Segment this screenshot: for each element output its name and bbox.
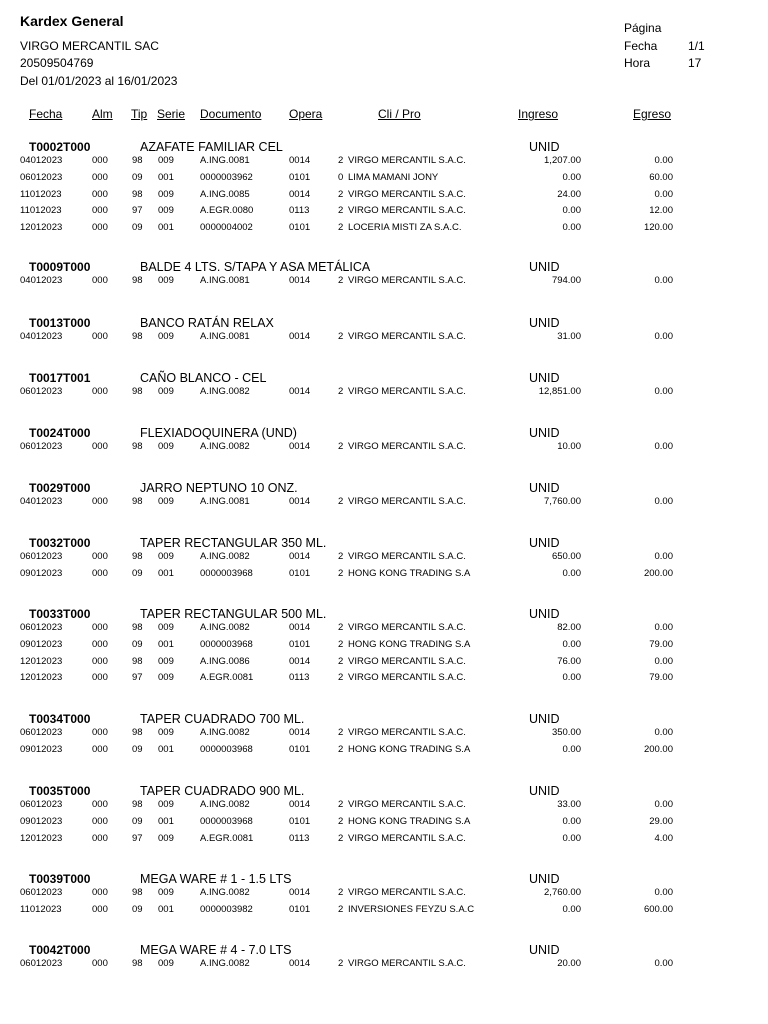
cell-cli-pro: LOCERIA MISTI ZA S.A.C.	[348, 222, 462, 234]
cell-ingreso: 350.00	[551, 727, 581, 738]
product-unit: UNID	[529, 943, 560, 957]
cell-ingreso: 20.00	[557, 958, 581, 969]
cell-tip: 98	[132, 622, 143, 633]
cell-documento: 0000003968	[200, 638, 253, 650]
cell-fecha: 11012023	[20, 903, 62, 915]
cell-opera: 0113	[289, 205, 310, 217]
col-tip: Tip	[131, 107, 148, 121]
report-period: Del 01/01/2023 al 16/01/2023	[20, 74, 178, 88]
cell-ingreso: 33.00	[557, 799, 581, 810]
cell-flag: 2	[338, 496, 344, 507]
cell-alm: 000	[92, 205, 108, 217]
product-description: TAPER CUADRADO 900 ML.	[140, 784, 305, 798]
cell-ingreso: 794.00	[551, 275, 581, 286]
cell-documento: A.ING.0082	[200, 441, 250, 452]
cell-fecha: 04012023	[20, 275, 63, 286]
cell-serie: 001	[158, 815, 174, 827]
cell-egreso: 29.00	[649, 815, 673, 827]
cell-opera: 0014	[289, 887, 311, 898]
cell-documento: A.ING.0081	[200, 155, 250, 166]
cell-ingreso: 0.00	[562, 567, 581, 579]
cell-documento: 0000003968	[200, 567, 253, 579]
cell-alm: 000	[92, 275, 108, 286]
cell-cli-pro: VIRGO MERCANTIL S.A.C.	[348, 551, 466, 562]
cell-serie: 009	[158, 551, 174, 562]
cell-alm: 000	[92, 171, 108, 183]
company-ruc: 20509504769	[20, 56, 94, 70]
cell-egreso: 0.00	[654, 331, 673, 342]
cell-alm: 000	[92, 903, 108, 915]
cell-serie: 001	[158, 638, 174, 650]
cell-alm: 000	[92, 155, 108, 166]
page-label: Página	[624, 21, 662, 35]
product-description: AZAFATE FAMILIAR CEL	[140, 140, 283, 154]
cell-ingreso: 10.00	[557, 441, 581, 452]
col-ingreso: Ingreso	[518, 107, 559, 121]
cell-opera: 0113	[289, 832, 310, 844]
cell-opera: 0014	[289, 727, 311, 738]
cell-serie: 001	[158, 567, 174, 579]
cell-egreso: 60.00	[649, 171, 673, 183]
cell-documento: A.ING.0081	[200, 331, 250, 342]
cell-flag: 2	[338, 551, 344, 562]
cell-egreso: 0.00	[654, 727, 673, 738]
col-opera: Opera	[289, 107, 323, 121]
product-code: T0039T000	[29, 872, 91, 886]
cell-flag: 2	[338, 622, 344, 633]
product-description: TAPER CUADRADO 700 ML.	[140, 712, 305, 726]
cell-ingreso: 12,851.00	[538, 386, 581, 397]
cell-tip: 09	[132, 171, 143, 183]
cell-flag: 2	[338, 958, 344, 969]
cell-tip: 98	[132, 386, 143, 397]
cell-egreso: 0.00	[654, 275, 673, 286]
date-label: Fecha	[624, 39, 658, 53]
cell-serie: 009	[158, 655, 174, 667]
cell-serie: 009	[158, 672, 174, 684]
product-code: T0002T000	[29, 140, 91, 154]
cell-fecha: 06012023	[20, 799, 63, 810]
product-description: JARRO NEPTUNO 10 ONZ.	[140, 481, 298, 495]
product-code: T0033T000	[29, 607, 91, 621]
cell-serie: 001	[158, 222, 174, 234]
cell-egreso: 0.00	[654, 386, 673, 397]
col-fecha: Fecha	[29, 107, 63, 121]
cell-ingreso: 0.00	[562, 638, 581, 650]
cell-documento: 0000004002	[200, 222, 253, 234]
cell-fecha: 09012023	[20, 567, 63, 579]
cell-serie: 009	[158, 958, 174, 969]
cell-ingreso: 7,760.00	[544, 496, 581, 507]
cell-tip: 97	[132, 205, 143, 217]
cell-flag: 2	[338, 222, 344, 234]
cell-flag: 2	[338, 386, 344, 397]
cell-opera: 0014	[289, 799, 311, 810]
product-code: T0017T001	[29, 371, 91, 385]
cell-fecha: 06012023	[20, 887, 63, 898]
cell-cli-pro: VIRGO MERCANTIL S.A.C.	[348, 622, 466, 633]
cell-ingreso: 0.00	[562, 672, 581, 684]
cell-ingreso: 2,760.00	[544, 887, 581, 898]
cell-documento: A.ING.0082	[200, 727, 250, 738]
cell-cli-pro: VIRGO MERCANTIL S.A.C.	[348, 655, 466, 667]
cell-alm: 000	[92, 622, 108, 633]
cell-ingreso: 76.00	[557, 655, 581, 667]
cell-egreso: 12.00	[649, 205, 673, 217]
cell-alm: 000	[92, 655, 108, 667]
cell-tip: 09	[132, 743, 143, 755]
cell-ingreso: 31.00	[557, 331, 581, 342]
product-code: T0024T000	[29, 426, 91, 440]
cell-opera: 0101	[289, 743, 311, 755]
cell-fecha: 06012023	[20, 958, 63, 969]
product-description: BANCO RATÁN RELAX	[140, 316, 274, 330]
cell-ingreso: 1,207.00	[544, 155, 581, 166]
cell-cli-pro: INVERSIONES FEYZU S.A.C	[348, 903, 475, 915]
cell-egreso: 200.00	[643, 743, 673, 755]
cell-flag: 0	[338, 171, 344, 183]
cell-egreso: 0.00	[654, 496, 673, 507]
cell-serie: 001	[158, 171, 174, 183]
cell-flag: 2	[338, 567, 344, 579]
product-unit: UNID	[529, 426, 560, 440]
cell-cli-pro: VIRGO MERCANTIL S.A.C.	[348, 188, 466, 200]
cell-flag: 2	[338, 205, 344, 217]
cell-egreso: 0.00	[654, 441, 673, 452]
product-unit: UNID	[529, 316, 560, 330]
cell-fecha: 12012023	[20, 672, 63, 684]
product-description: MEGA WARE # 1 - 1.5 LTS	[140, 872, 292, 886]
product-unit: UNID	[529, 371, 560, 385]
cell-serie: 009	[158, 832, 174, 844]
cell-flag: 2	[338, 331, 344, 342]
cell-cli-pro: VIRGO MERCANTIL S.A.C.	[348, 155, 466, 166]
cell-egreso: 0.00	[654, 887, 673, 898]
cell-alm: 000	[92, 832, 108, 844]
cell-fecha: 12012023	[20, 655, 63, 667]
cell-cli-pro: VIRGO MERCANTIL S.A.C.	[348, 887, 466, 898]
cell-opera: 0014	[289, 188, 311, 200]
cell-ingreso: 0.00	[562, 743, 581, 755]
cell-tip: 98	[132, 655, 143, 667]
product-code: T0035T000	[29, 784, 91, 798]
cell-egreso: 0.00	[654, 622, 673, 633]
product-code: T0009T000	[29, 260, 91, 274]
cell-documento: A.ING.0086	[200, 655, 250, 667]
cell-serie: 009	[158, 386, 174, 397]
product-unit: UNID	[529, 607, 560, 621]
cell-tip: 98	[132, 496, 143, 507]
cell-cli-pro: VIRGO MERCANTIL S.A.C.	[348, 275, 466, 286]
cell-opera: 0014	[289, 386, 311, 397]
cell-fecha: 04012023	[20, 155, 63, 166]
cell-serie: 009	[158, 496, 174, 507]
cell-opera: 0014	[289, 551, 311, 562]
cell-cli-pro: HONG KONG TRADING S.A	[348, 567, 471, 579]
cell-flag: 2	[338, 655, 344, 667]
cell-fecha: 11012023	[20, 188, 62, 200]
cell-cli-pro: VIRGO MERCANTIL S.A.C.	[348, 205, 466, 217]
cell-cli-pro: VIRGO MERCANTIL S.A.C.	[348, 496, 466, 507]
cell-tip: 09	[132, 567, 143, 579]
cell-egreso: 120.00	[643, 222, 673, 234]
cell-flag: 2	[338, 887, 344, 898]
company-name: VIRGO MERCANTIL SAC	[20, 39, 159, 53]
cell-cli-pro: VIRGO MERCANTIL S.A.C.	[348, 727, 466, 738]
cell-opera: 0014	[289, 331, 311, 342]
cell-tip: 09	[132, 815, 143, 827]
cell-serie: 009	[158, 887, 174, 898]
product-description: TAPER RECTANGULAR 500 ML.	[140, 607, 327, 621]
cell-documento: A.EGR.0080	[200, 205, 254, 217]
cell-flag: 2	[338, 903, 344, 915]
cell-serie: 009	[158, 441, 174, 452]
product-code: T0029T000	[29, 481, 91, 495]
cell-opera: 0014	[289, 958, 311, 969]
cell-alm: 000	[92, 958, 108, 969]
cell-fecha: 09012023	[20, 815, 63, 827]
product-unit: UNID	[529, 481, 560, 495]
cell-tip: 09	[132, 903, 143, 915]
cell-flag: 2	[338, 799, 344, 810]
cell-egreso: 0.00	[654, 655, 673, 667]
cell-cli-pro: LIMA MAMANI JONY	[348, 171, 439, 183]
cell-cli-pro: HONG KONG TRADING S.A	[348, 743, 471, 755]
cell-opera: 0101	[289, 567, 311, 579]
cell-documento: 0000003962	[200, 171, 253, 183]
cell-fecha: 09012023	[20, 638, 63, 650]
cell-serie: 009	[158, 799, 174, 810]
cell-cli-pro: VIRGO MERCANTIL S.A.C.	[348, 386, 466, 397]
cell-opera: 0101	[289, 815, 311, 827]
cell-egreso: 79.00	[649, 638, 673, 650]
cell-flag: 2	[338, 188, 344, 200]
cell-alm: 000	[92, 567, 108, 579]
cell-egreso: 600.00	[643, 903, 673, 915]
cell-flag: 2	[338, 672, 344, 684]
cell-tip: 09	[132, 222, 143, 234]
product-description: TAPER RECTANGULAR 350 ML.	[140, 536, 327, 550]
cell-documento: A.EGR.0081	[200, 832, 254, 844]
cell-cli-pro: VIRGO MERCANTIL S.A.C.	[348, 958, 466, 969]
cell-egreso: 0.00	[654, 551, 673, 562]
cell-opera: 0014	[289, 155, 311, 166]
cell-fecha: 06012023	[20, 171, 63, 183]
cell-ingreso: 0.00	[562, 832, 581, 844]
cell-cli-pro: HONG KONG TRADING S.A	[348, 815, 471, 827]
cell-alm: 000	[92, 441, 108, 452]
cell-alm: 000	[92, 551, 108, 562]
cell-tip: 98	[132, 727, 143, 738]
cell-flag: 2	[338, 275, 344, 286]
cell-flag: 2	[338, 832, 344, 844]
cell-documento: 0000003968	[200, 743, 253, 755]
cell-ingreso: 24.00	[557, 188, 581, 200]
cell-opera: 0101	[289, 903, 311, 915]
cell-ingreso: 0.00	[562, 171, 581, 183]
cell-documento: A.ING.0082	[200, 958, 250, 969]
time-label: Hora	[624, 56, 651, 70]
cell-alm: 000	[92, 496, 108, 507]
cell-opera: 0101	[289, 638, 311, 650]
cell-tip: 98	[132, 275, 143, 286]
cell-fecha: 06012023	[20, 551, 63, 562]
product-unit: UNID	[529, 872, 560, 886]
cell-alm: 000	[92, 638, 108, 650]
cell-tip: 97	[132, 832, 143, 844]
cell-alm: 000	[92, 815, 108, 827]
cell-opera: 0101	[289, 222, 311, 234]
cell-cli-pro: VIRGO MERCANTIL S.A.C.	[348, 441, 466, 452]
cell-documento: A.ING.0082	[200, 386, 250, 397]
cell-documento: A.ING.0082	[200, 551, 250, 562]
cell-tip: 98	[132, 155, 143, 166]
cell-cli-pro: HONG KONG TRADING S.A	[348, 638, 471, 650]
cell-tip: 98	[132, 799, 143, 810]
product-code: T0042T000	[29, 943, 91, 957]
cell-fecha: 12012023	[20, 222, 63, 234]
cell-opera: 0014	[289, 496, 311, 507]
product-code: T0034T000	[29, 712, 91, 726]
cell-opera: 0014	[289, 441, 311, 452]
cell-egreso: 0.00	[654, 958, 673, 969]
cell-fecha: 04012023	[20, 331, 63, 342]
cell-egreso: 0.00	[654, 188, 673, 200]
cell-alm: 000	[92, 743, 108, 755]
cell-documento: A.ING.0085	[200, 188, 250, 200]
cell-flag: 2	[338, 743, 344, 755]
cell-tip: 98	[132, 331, 143, 342]
cell-tip: 98	[132, 551, 143, 562]
product-description: CAÑO BLANCO - CEL	[140, 371, 267, 385]
cell-flag: 2	[338, 155, 344, 166]
cell-egreso: 0.00	[654, 799, 673, 810]
product-unit: UNID	[529, 536, 560, 550]
cell-ingreso: 0.00	[562, 205, 581, 217]
cell-fecha: 06012023	[20, 622, 63, 633]
cell-documento: A.ING.0082	[200, 622, 250, 633]
cell-opera: 0113	[289, 672, 310, 684]
product-unit: UNID	[529, 712, 560, 726]
cell-fecha: 06012023	[20, 727, 63, 738]
cell-egreso: 4.00	[654, 832, 673, 844]
cell-serie: 009	[158, 727, 174, 738]
cell-documento: A.ING.0082	[200, 799, 250, 810]
cell-serie: 001	[158, 903, 174, 915]
cell-alm: 000	[92, 672, 108, 684]
cell-fecha: 09012023	[20, 743, 63, 755]
cell-egreso: 200.00	[643, 567, 673, 579]
product-unit: UNID	[529, 260, 560, 274]
cell-cli-pro: VIRGO MERCANTIL S.A.C.	[348, 331, 466, 342]
cell-egreso: 79.00	[649, 672, 673, 684]
cell-flag: 2	[338, 638, 344, 650]
cell-alm: 000	[92, 188, 108, 200]
report-title: Kardex General	[20, 13, 124, 29]
product-description: MEGA WARE # 4 - 7.0 LTS	[140, 943, 292, 957]
cell-ingreso: 650.00	[551, 551, 581, 562]
cell-tip: 98	[132, 441, 143, 452]
cell-fecha: 06012023	[20, 441, 63, 452]
product-code: T0013T000	[29, 316, 91, 330]
cell-tip: 09	[132, 638, 143, 650]
cell-documento: A.EGR.0081	[200, 672, 254, 684]
col-documento: Documento	[200, 107, 262, 121]
cell-flag: 2	[338, 727, 344, 738]
col-alm: Alm	[92, 107, 113, 121]
product-description: BALDE 4 LTS. S/TAPA Y ASA METÁLICA	[140, 260, 371, 274]
cell-opera: 0014	[289, 655, 311, 667]
cell-flag: 2	[338, 815, 344, 827]
cell-ingreso: 0.00	[562, 903, 581, 915]
cell-tip: 97	[132, 672, 143, 684]
cell-alm: 000	[92, 887, 108, 898]
cell-ingreso: 82.00	[557, 622, 581, 633]
cell-fecha: 04012023	[20, 496, 63, 507]
cell-serie: 009	[158, 188, 174, 200]
cell-alm: 000	[92, 799, 108, 810]
cell-ingreso: 0.00	[562, 222, 581, 234]
product-description: FLEXIADOQUINERA (UND)	[140, 426, 297, 440]
cell-documento: A.ING.0082	[200, 887, 250, 898]
cell-serie: 009	[158, 331, 174, 342]
cell-documento: 0000003968	[200, 815, 253, 827]
cell-serie: 009	[158, 205, 174, 217]
cell-opera: 0014	[289, 275, 311, 286]
product-code: T0032T000	[29, 536, 91, 550]
product-unit: UNID	[529, 140, 560, 154]
col-egreso: Egreso	[633, 107, 672, 121]
date-value: 1/1	[688, 39, 705, 53]
cell-flag: 2	[338, 441, 344, 452]
cell-ingreso: 0.00	[562, 815, 581, 827]
cell-alm: 000	[92, 222, 108, 234]
cell-tip: 98	[132, 958, 143, 969]
cell-documento: 0000003982	[200, 903, 253, 915]
cell-cli-pro: VIRGO MERCANTIL S.A.C.	[348, 832, 466, 844]
cell-cli-pro: VIRGO MERCANTIL S.A.C.	[348, 672, 466, 684]
cell-fecha: 11012023	[20, 205, 62, 217]
cell-tip: 98	[132, 887, 143, 898]
cell-serie: 009	[158, 275, 174, 286]
cell-egreso: 0.00	[654, 155, 673, 166]
cell-documento: A.ING.0081	[200, 275, 250, 286]
col-serie: Serie	[157, 107, 186, 121]
cell-serie: 009	[158, 622, 174, 633]
col-cli-pro: Cli / Pro	[378, 107, 421, 121]
cell-alm: 000	[92, 727, 108, 738]
cell-cli-pro: VIRGO MERCANTIL S.A.C.	[348, 799, 466, 810]
cell-tip: 98	[132, 188, 143, 200]
cell-alm: 000	[92, 386, 108, 397]
cell-serie: 001	[158, 743, 174, 755]
cell-serie: 009	[158, 155, 174, 166]
cell-opera: 0014	[289, 622, 311, 633]
cell-alm: 000	[92, 331, 108, 342]
time-value: 17	[688, 56, 702, 70]
cell-documento: A.ING.0081	[200, 496, 250, 507]
cell-opera: 0101	[289, 171, 311, 183]
cell-fecha: 06012023	[20, 386, 63, 397]
product-unit: UNID	[529, 784, 560, 798]
cell-fecha: 12012023	[20, 832, 63, 844]
